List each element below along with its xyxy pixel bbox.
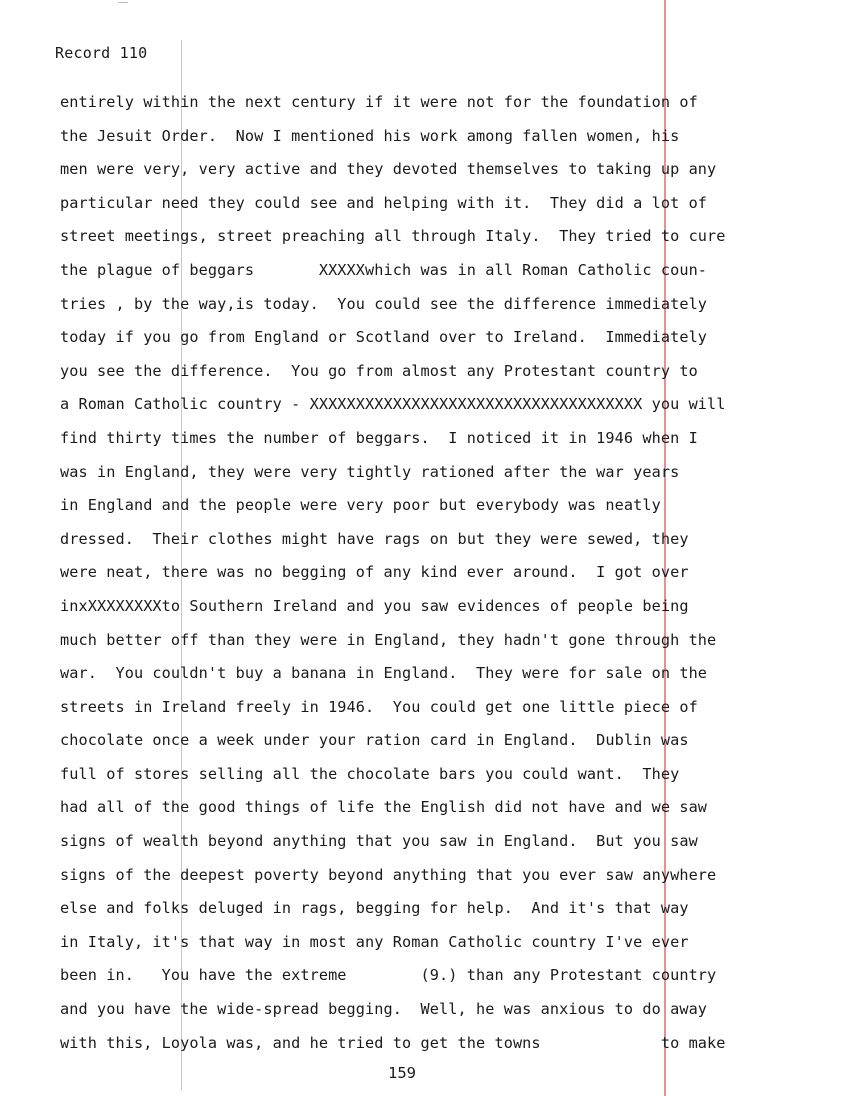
text-line: streets in Ireland freely in 1946. You could get one little piece of [60,697,698,716]
text-line: in England and the people were very poor but everybody was neatly [60,496,661,515]
text-line: and you have the wide-spread begging. Well, he was anxious to do away [60,1000,708,1019]
text-line: you see the difference. You go from almost any Protestant country to [60,361,698,380]
text-line: else and folks deluged in rags, begging for help. And it's that way [60,899,689,918]
scan-mark [118,2,128,3]
record-header: Record 110 [55,44,148,62]
text-line: tries , by the way,is today. You could see the difference immediately [60,294,708,313]
text-line: signs of wealth beyond anything that you saw in England. But you saw [60,832,698,851]
text-line: were neat, there was no begging of any kind ever around. I got over [60,563,689,582]
text-line: been in. You have the extreme (9.) than any Protestant country [60,966,717,985]
text-line: chocolate once a week under your ration card in England. Dublin was [60,731,689,750]
text-line: inxXXXXXXXXto Southern Ireland and you saw evidences of people being [60,596,689,615]
text-line: in Italy, it's that way in most any Roman Catholic country I've ever [60,932,689,951]
text-line: today if you go from England or Scotland over to Ireland. Immediately [60,328,708,347]
text-line: particular need they could see and helping with it. They did a lot of [60,193,708,212]
text-line: the Jesuit Order. Now I mentioned his work among fallen women, his [60,126,680,145]
text-line: entirely within the next century if it were not for the foundation of [60,93,698,111]
text-line: signs of the deepest poverty beyond anything that you ever saw anywhere [60,865,717,884]
text-line: street meetings, street preaching all through Italy. They tried to cure [60,227,726,246]
text-line: full of stores selling all the chocolate bars you could want. They [60,764,680,783]
text-line: war. You couldn't buy a banana in England. They were for sale on the [60,664,708,683]
text-line: was in England, they were very tightly rationed after the war years [60,462,680,481]
body-text [60,92,820,1066]
page-number: 159 [388,1064,416,1082]
text-line: with this, Loyola was, and he tried to get the towns to make [60,1033,726,1052]
text-line: dressed. Their clothes might have rags on but they were sewed, they [60,529,689,548]
text-line: the plague of beggars XXXXXwhich was in all Roman Catholic coun- [60,260,708,279]
text-line: find thirty times the number of beggars. I noticed it in 1946 when I [60,428,698,447]
text-line: much better off than they were in England, they hadn't gone through the [60,630,717,649]
text-line: had all of the good things of life the English did not have and we saw [60,798,708,817]
text-line: men were very, very active and they devoted themselves to taking up any [60,160,717,179]
text-line: a Roman Catholic country - XXXXXXXXXXXXXXXXXXXXXXXXXXXXXXXXXXXX you will [60,395,726,414]
